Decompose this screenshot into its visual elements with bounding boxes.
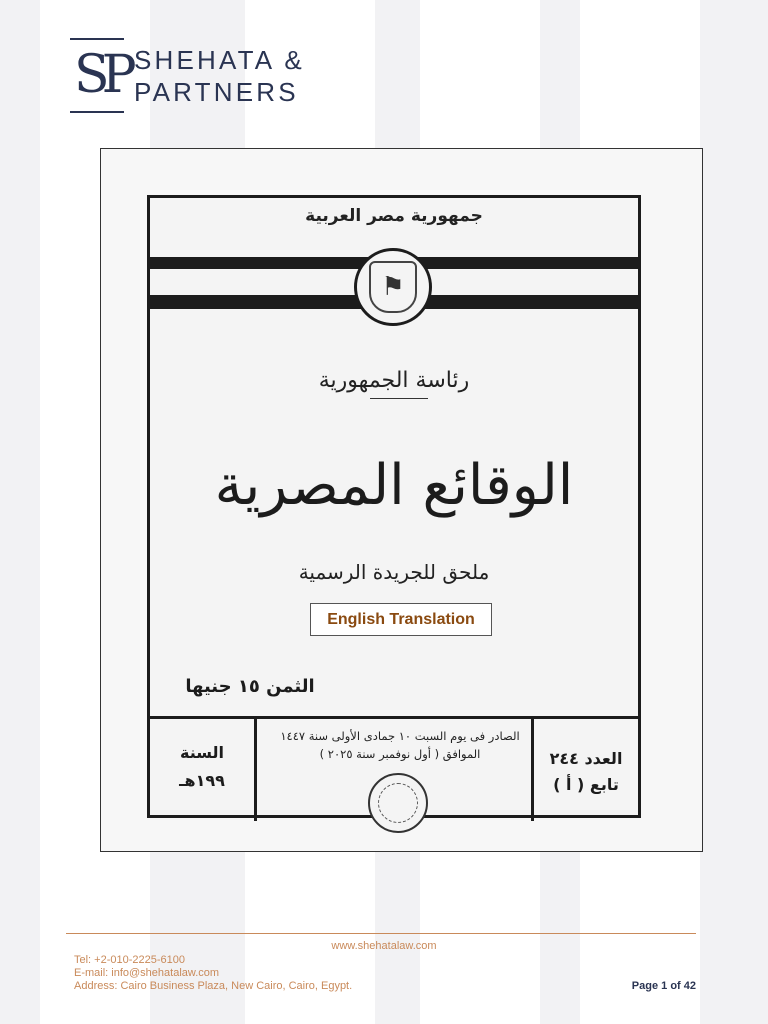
firm-name [134, 44, 305, 108]
page-number: Page 1 of 42 [631, 980, 696, 992]
background-stripe [0, 0, 40, 1024]
firm-name-line2: PARTNERS [134, 77, 299, 107]
logo-monogram [70, 38, 129, 113]
issue-supplement: تابع ( أ ) [553, 775, 619, 794]
footer-divider [66, 933, 696, 934]
footer-address: Address: Cairo Business Plaza, New Cairo, Cairo, Egypt. [74, 980, 353, 992]
eagle-emblem-icon [354, 248, 432, 326]
issue-cell [531, 719, 638, 821]
background-stripe [700, 0, 768, 1024]
divider [370, 398, 428, 399]
presidency-heading: رئاسة الجمهورية [318, 368, 470, 393]
gazette-cover-scan [100, 148, 703, 852]
gazette-cover-border [147, 195, 641, 818]
date-gregorian: الموافق ( أول نوفمبر سنة ٢٠٢٥ ) [319, 747, 481, 761]
gazette-title: الوقائع المصرية [214, 453, 574, 518]
logo-letters: SP [74, 45, 129, 105]
price-label: الثمن ١٥ جنيها [185, 676, 315, 697]
footer-website-link[interactable]: www.shehatalaw.com [331, 940, 437, 952]
footer-email[interactable]: E-mail: info@shehatalaw.com [74, 967, 220, 979]
date-hijri: الصادر فى يوم السبت ١٠ جمادى الأولى سنة ١٤٤٧ [280, 729, 520, 743]
seal-ring [378, 783, 418, 823]
logo-rule [70, 111, 124, 113]
gazette-subtitle: ملحق للجريدة الرسمية [298, 560, 490, 584]
republic-heading: جمهورية مصر العربية [305, 206, 483, 226]
date-cell [257, 719, 543, 821]
issue-info-row [150, 716, 638, 821]
firm-name-line1: SHEHATA & [134, 45, 305, 75]
translation-label: English Translation [310, 603, 492, 636]
logo-rule [70, 38, 124, 40]
eagle-shield-icon: ⚑ [369, 261, 417, 313]
year-label: السنة [179, 743, 224, 762]
printing-seal-icon [368, 773, 428, 833]
issue-number: العدد ٢٤٤ [549, 749, 623, 768]
footer-phone: Tel: +2-010-2225-6100 [74, 954, 185, 966]
year-value: ١٩٩هـ [179, 771, 225, 790]
year-cell [150, 719, 257, 821]
company-logo [70, 38, 340, 113]
